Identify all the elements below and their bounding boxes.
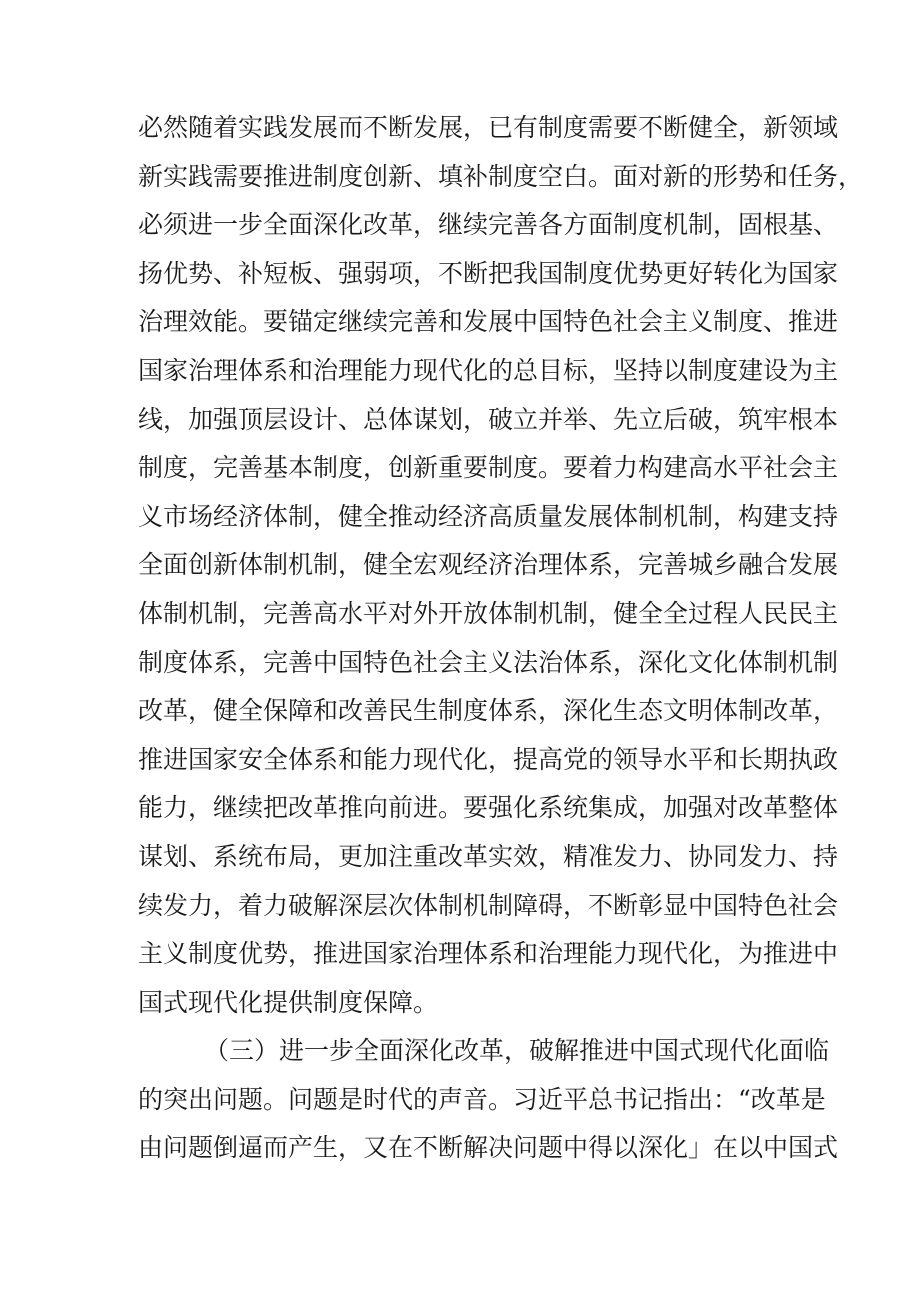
section-heading-line: （三）进一步全面深化改革，破解推进中国式现代化面临 [204, 1036, 830, 1066]
text-line: 的突出问题。问题是时代的声音。习近平总书记指出：“改革是 [138, 1084, 826, 1114]
text-line: 国家治理体系和治理能力现代化的总目标，坚持以制度建设为主 [138, 355, 839, 385]
text-line: 线，加强顶层设计、总体谋划，破立并举、先立后破，筑牢根本 [138, 404, 839, 434]
text-line: 必须进一步全面深化改革，继续完善各方面制度机制，固根基、 [138, 210, 839, 240]
text-line: 义市场经济体制，健全推动经济高质量发展体制机制，构建支持 [138, 501, 839, 531]
text-line: 推进国家安全体系和能力现代化，提高党的领导水平和长期执政 [138, 744, 839, 774]
text-line: 改革，健全保障和改善民生制度体系，深化生态文明体制改革， [138, 696, 839, 726]
text-line: 续发力，着力破解深层次体制机制障碍，不断彰显中国特色社会 [138, 890, 839, 920]
text-line: 制度，完善基本制度，创新重要制度。要着力构建高水平社会主 [138, 453, 839, 483]
text-line: 能力，继续把改革推向前进。要强化系统集成，加强对改革整体 [138, 793, 839, 823]
text-line: 新实践需要推进制度创新、填补制度空白。面对新的形势和任务， [138, 161, 864, 191]
text-line: 必然随着实践发展而不断发展，已有制度需要不断健全，新领域 [138, 113, 839, 142]
text-line: 主义制度优势，推进国家治理体系和治理能力现代化，为推进中 [138, 939, 839, 969]
text-line: 扬优势、补短板、强弱项，不断把我国制度优势更好转化为国家 [138, 258, 839, 288]
text-line: 体制机制，完善高水平对外开放体制机制，健全全过程人民民主 [138, 598, 839, 628]
document-body [138, 104, 864, 1173]
text-line: 谋划、系统布局，更加注重改革实效，精准发力、协同发力、持 [138, 841, 839, 871]
paragraph-end-line: 国式现代化提供制度保障。 [138, 987, 439, 1017]
text-line: 制度体系，完善中国特色社会主义法治体系，深化文化体制机制 [138, 647, 839, 677]
text-line: 治理效能。要锚定继续完善和发展中国特色社会主义制度、推进 [138, 307, 839, 337]
text-line: 全面创新体制机制，健全宏观经济治理体系，完善城乡融合发展 [138, 550, 839, 580]
text-line: 由问题倒逼而产生，又在不断解决问题中得以深化」在以中国式 [138, 1133, 839, 1163]
